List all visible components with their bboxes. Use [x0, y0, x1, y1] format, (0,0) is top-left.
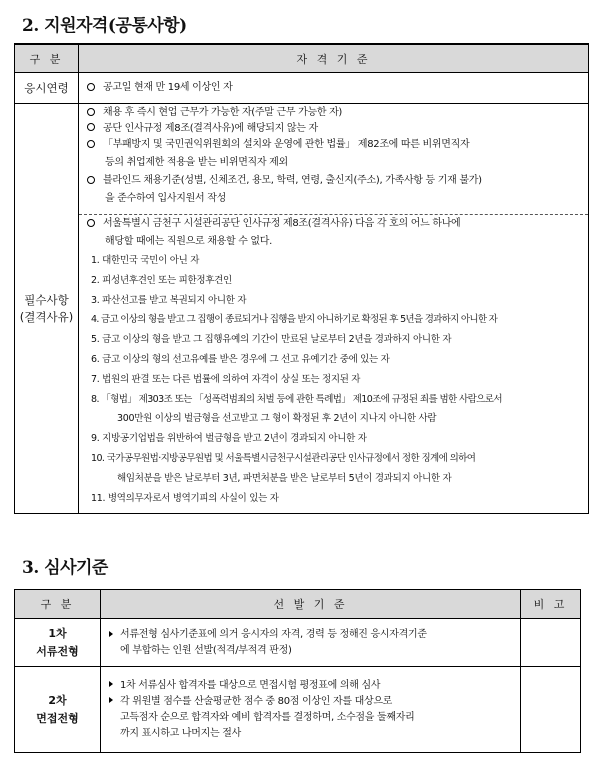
- disqualification-item: 5. 금고 이상의 형을 받고 그 집행유예의 기간이 만료된 날로부터 2년을 경과하지 아니한 자: [91, 334, 452, 346]
- stage2-line1: 2차: [48, 693, 67, 707]
- stage1-bullet-cont: 에 부합하는 인원 선발(적격/부적격 판정): [120, 644, 292, 656]
- lower-intro: 서울특별시 금천구 시설관리공단 인사규정 제8조(결격사유) 다음 각 호의 어느 하나에: [103, 218, 461, 229]
- upper-item: 「부패방지 및 국민권익위원회의 설치와 운영에 관한 법률」 제82조에 따른 비위면직자: [103, 139, 470, 150]
- bullet-circle-icon: [87, 219, 95, 227]
- stage1-note: [521, 619, 581, 667]
- age-criteria: [79, 73, 589, 104]
- disqualification-item: 11. 병역의무자로서 병역기피의 사실이 있는 자: [91, 492, 279, 504]
- required-category-line1: 필수사항: [24, 292, 69, 307]
- stage2-note: [521, 667, 581, 753]
- criteria-header: 선 발 기 준: [101, 590, 521, 619]
- stage1-category: [15, 619, 101, 667]
- required-criteria: [79, 104, 589, 514]
- disqualification-item: 9. 지방공기업법을 위반하여 벌금형을 받고 2년이 경과되지 아니한 자: [91, 433, 367, 445]
- stage2-category: [15, 667, 101, 753]
- bullet-circle-icon: [87, 140, 95, 148]
- disqualification-item: 10. 국가공무원법·지방공무원법 및 서울특별시금천구시설관리공단 인사규정에서 정한 징계에 의하여: [91, 452, 476, 464]
- stage1-bullet: 서류전형 심사기준표에 의거 응시자의 자격, 경력 등 정해진 응시자격기준: [120, 629, 427, 640]
- disqualification-item: 1. 대한민국 국민이 아닌 자: [91, 255, 200, 266]
- stage1-line1: 1차: [48, 626, 67, 640]
- stage2-criteria: [101, 667, 521, 753]
- bullet-circle-icon: [87, 83, 95, 91]
- eligibility-table: [14, 43, 589, 514]
- bullet-triangle-icon: [109, 631, 113, 637]
- lower-block: [79, 214, 588, 508]
- stage1-criteria: [101, 619, 521, 667]
- stage2-bullet: 1차 서류심사 합격자를 대상으로 면접시험 평정표에 의해 심사: [120, 679, 381, 691]
- required-category-line2: (결격사유): [19, 309, 74, 324]
- upper-item: 블라인드 채용기준(성별, 신체조건, 용모, 학력, 연령, 출신지(주소), 가족사항 등 기재 불가): [103, 175, 482, 186]
- screening-table: [14, 589, 581, 753]
- stage2-bullet: 각 위원별 점수를 산술평균한 점수 중 80점 이상인 자를 대상으로: [120, 695, 393, 707]
- age-category: 응시연령: [15, 73, 79, 104]
- bullet-circle-icon: [87, 108, 95, 116]
- disqualification-item: 6. 금고 이상의 형의 선고유예를 받은 경우에 그 선고 유예기간 중에 있는 자: [91, 353, 390, 365]
- upper-item-cont: 등의 취업제한 적용을 받는 비위면직자 제외: [105, 157, 288, 168]
- category-header: 구 분: [15, 44, 79, 73]
- note-header: 비 고: [521, 590, 581, 619]
- lower-intro-cont: 해당할 때에는 직원으로 채용할 수 없다.: [105, 236, 273, 247]
- required-category: [15, 104, 79, 514]
- disqualification-item-cont: 300만원 이상의 벌금형을 선고받고 그 형이 확정된 후 2년이 지나지 아니한 사람: [117, 413, 437, 425]
- disqualification-item: 7. 법원의 판결 또는 다른 법률에 의하여 자격이 상실 또는 정지된 자: [91, 373, 361, 385]
- upper-item: 채용 후 즉시 현업 근무가 가능한 자(주말 근무 가능한 자): [103, 107, 343, 118]
- age-text: 공고일 현재 만 19세 이상인 자: [103, 82, 233, 94]
- category-header: 구 분: [15, 590, 101, 619]
- bullet-triangle-icon: [109, 697, 113, 703]
- stage1-line2: 서류전형: [36, 644, 79, 658]
- disqualification-item: 3. 파산선고를 받고 복권되지 아니한 자: [91, 294, 247, 306]
- bullet-circle-icon: [87, 123, 95, 131]
- disqualification-item: 2. 피성년후견인 또는 피한정후견인: [91, 274, 232, 286]
- disqualification-item-cont: 해임처분을 받은 날로부터 3년, 파면처분을 받은 날로부터 5년이 경과되지 아니한 자: [117, 472, 452, 484]
- disqualification-item: 8. 「형법」 제303조 또는 「성폭력범죄의 처벌 등에 관한 특례법」 제10조에 규정된 죄를 범한 사람으로서: [91, 393, 502, 405]
- disqualification-item: 4. 금고 이상의 형을 받고 그 집행이 종료되거나 집행을 받지 아니하기로 확정된 후 5년을 경과하지 아니한 자: [91, 314, 498, 326]
- upper-item-cont: 을 준수하여 입사지원서 작성: [105, 193, 226, 204]
- section3-title: 3. 심사기준: [22, 558, 108, 578]
- stage2-bullet-cont: 고득점자 순으로 합격자와 예비 합격자를 결정하며, 소수점을 둘째자리: [120, 711, 415, 723]
- stage2-line2: 면접전형: [36, 711, 79, 725]
- stage2-bullet-cont: 까지 표시하고 나머지는 절사: [120, 727, 241, 739]
- bullet-circle-icon: [87, 176, 95, 184]
- section2-title: 2. 지원자격(공통사항): [22, 16, 187, 36]
- upper-item: 공단 인사규정 제8조(결격사유)에 해당되지 않는 자: [103, 122, 318, 134]
- upper-block: [79, 104, 588, 214]
- bullet-triangle-icon: [109, 681, 113, 687]
- criteria-header: 자 격 기 준: [79, 44, 589, 73]
